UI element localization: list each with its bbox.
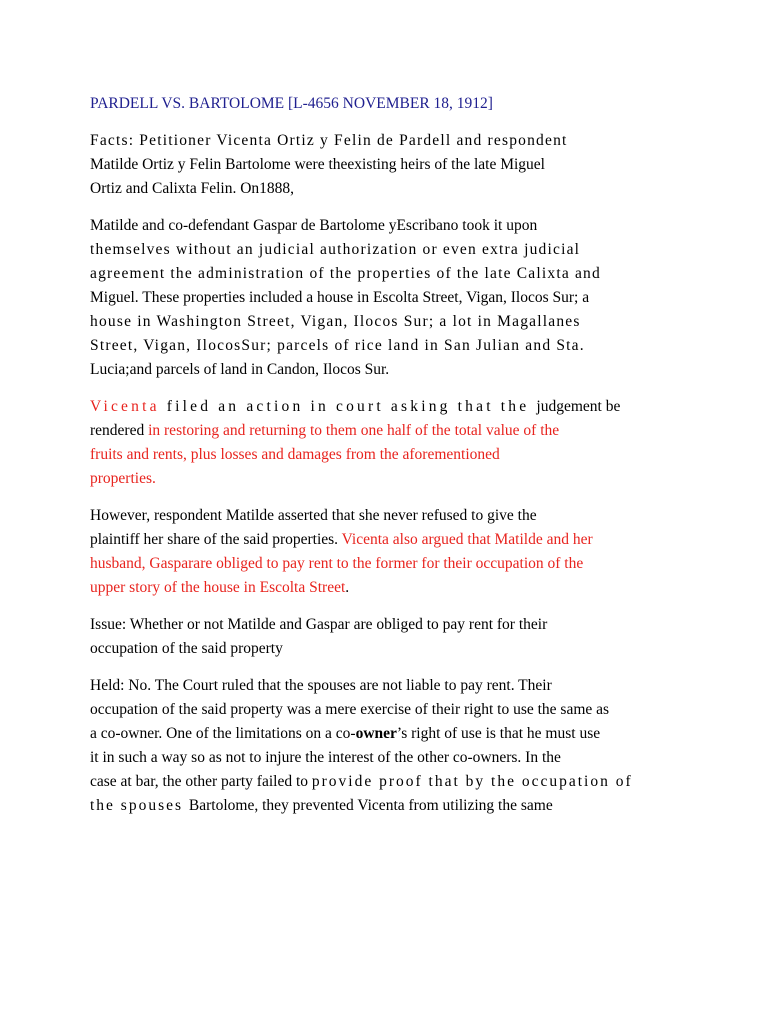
highlighted-name: Vicenta (90, 398, 160, 415)
however-line (90, 576, 680, 600)
facts-line: Facts: Petitioner Vicenta Ortiz y Felin de Pardell and respondent (90, 132, 568, 149)
facts-line: Matilde Ortiz y Felin Bartolome were theexisting heirs of the late Miguel (90, 156, 545, 173)
issue-line: Issue: Whether or not Matilde and Gaspar are obliged to pay rent for their (90, 616, 548, 633)
highlighted-text: upper story of the house in Escolta Street (90, 579, 346, 596)
however-text: plaintiff her share of the said properties. (90, 531, 342, 548)
however-text: . (345, 579, 350, 596)
highlighted-text: husband, Gasparare obliged to pay rent to the former for their occupation of the (90, 555, 584, 572)
held-text: Bartolome, they prevented Vicenta from utilizing the same (188, 797, 553, 814)
held-paragraph (90, 674, 680, 818)
action-line (90, 395, 680, 419)
held-text: ’s right of use is that he must use (396, 725, 601, 742)
admin-line: themselves without an judicial authorization or even extra judicial (90, 241, 581, 258)
document-page (90, 92, 680, 831)
admin-line: house in Washington Street, Vigan, Ilocos Sur; a lot in Magallanes (90, 313, 581, 330)
page-title: PARDELL VS. BARTOLOME [L-4656 NOVEMBER 18, 1912] (90, 95, 493, 112)
held-line (90, 722, 680, 746)
action-text: filed an action in court asking that the (159, 398, 537, 415)
issue-line: occupation of the said property (90, 640, 283, 657)
held-line: Held: No. The Court ruled that the spouses are not liable to pay rent. Their (90, 677, 552, 694)
held-text: case at bar, the other party failed to (90, 773, 312, 790)
issue-paragraph (90, 613, 680, 661)
held-line: occupation of the said property was a mere exercise of their right to use the same as (90, 701, 610, 718)
highlighted-text: properties. (90, 470, 156, 487)
admin-line: Miguel. These properties included a house in Escolta Street, Vigan, Ilocos Sur; a (90, 289, 590, 306)
admin-line: Matilde and co-defendant Gaspar de Bartolome yEscribano took it upon (90, 217, 538, 234)
facts-paragraph (90, 129, 680, 201)
highlighted-text: in restoring and returning to them one half of the total value of the (148, 422, 560, 439)
held-line: it in such a way so as not to injure the interest of the other co-owners. In the (90, 749, 561, 766)
admin-line: agreement the administration of the properties of the late Calixta and (90, 265, 601, 282)
administration-paragraph (90, 214, 680, 382)
action-paragraph (90, 395, 680, 491)
admin-line: Lucia;and parcels of land in Candon, Ilocos Sur. (90, 361, 390, 378)
highlighted-text: Vicenta also argued that Matilde and her (341, 531, 593, 548)
held-line (90, 794, 680, 818)
however-paragraph (90, 504, 680, 600)
facts-line: Ortiz and Calixta Felin. On1888, (90, 180, 295, 197)
action-text: rendered (90, 422, 149, 439)
held-text: the spouses (90, 797, 189, 814)
held-text: a co-owner. One of the limitations on a co- (90, 725, 356, 742)
however-line: However, respondent Matilde asserted that she never refused to give the (90, 507, 537, 524)
bold-word: owner (355, 725, 397, 742)
action-text: judgement be (536, 398, 621, 415)
however-line (90, 528, 680, 552)
held-text: provide proof that by the occupation of (311, 773, 633, 790)
admin-line: Street, Vigan, IlocosSur; parcels of rice land in San Julian and Sta. (90, 337, 585, 354)
highlighted-text: fruits and rents, plus losses and damages from the aforementioned (90, 446, 500, 463)
action-line (90, 419, 680, 443)
held-line (90, 770, 680, 794)
